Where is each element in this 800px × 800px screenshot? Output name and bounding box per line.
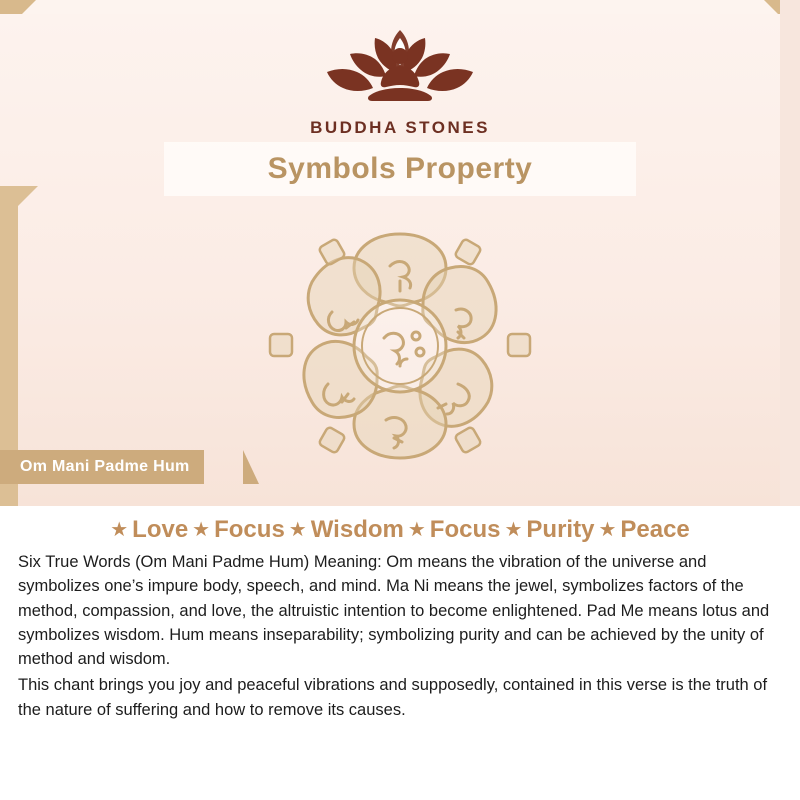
keyword-item-1: Focus bbox=[214, 516, 285, 543]
keyword-item-4: Purity bbox=[526, 516, 595, 543]
keyword-item-2: Wisdom bbox=[310, 516, 404, 543]
keyword-item-3: Focus bbox=[429, 516, 501, 543]
status-badge-label: Om Mani Padme Hum bbox=[20, 458, 190, 475]
star-icon: ★ bbox=[504, 519, 523, 541]
left-rail-notch-decoration bbox=[18, 186, 38, 206]
keyword-item-0: Love bbox=[132, 516, 189, 543]
star-icon: ★ bbox=[288, 519, 307, 541]
page-title: Symbols Property bbox=[267, 152, 533, 185]
title-banner bbox=[164, 142, 636, 196]
description-paragraph-2: This chant brings you joy and peaceful vibrations and supposedly, contained in this verse is the truth of the nature of suffering and how to remove its causes. bbox=[18, 676, 768, 719]
star-icon: ★ bbox=[407, 519, 426, 541]
om-mani-padme-hum-lotus-mandala-icon bbox=[250, 206, 550, 491]
keyword-list bbox=[18, 506, 782, 550]
status-badge-notch bbox=[243, 450, 259, 484]
star-icon: ★ bbox=[192, 519, 211, 541]
keyword-item-5: Peace bbox=[620, 516, 690, 543]
star-icon: ★ bbox=[110, 519, 129, 541]
lotus-meditation-figure-icon bbox=[0, 22, 800, 114]
mandala-illustration bbox=[0, 206, 800, 491]
top-band bbox=[0, 0, 800, 14]
brand-logo bbox=[0, 22, 800, 138]
content-section bbox=[0, 506, 800, 800]
description-paragraph-1: Six True Words (Om Mani Padme Hum) Meaning: Om means the vibration of the universe and symbolizes one’s impure body, speech, and mind. Ma Ni means the jewel, symbolizes factors of the method, compassion, and love, the altruistic intention to become enlightened. Pad Me means lotus and symbolizes wisdom. Hum means inseparability; symbolizing purity and can be achieved by the unity of method and wisdom. bbox=[18, 553, 770, 668]
star-icon: ★ bbox=[598, 519, 617, 541]
status-badge bbox=[0, 450, 204, 484]
brand-name: BUDDHA STONES bbox=[310, 118, 490, 137]
